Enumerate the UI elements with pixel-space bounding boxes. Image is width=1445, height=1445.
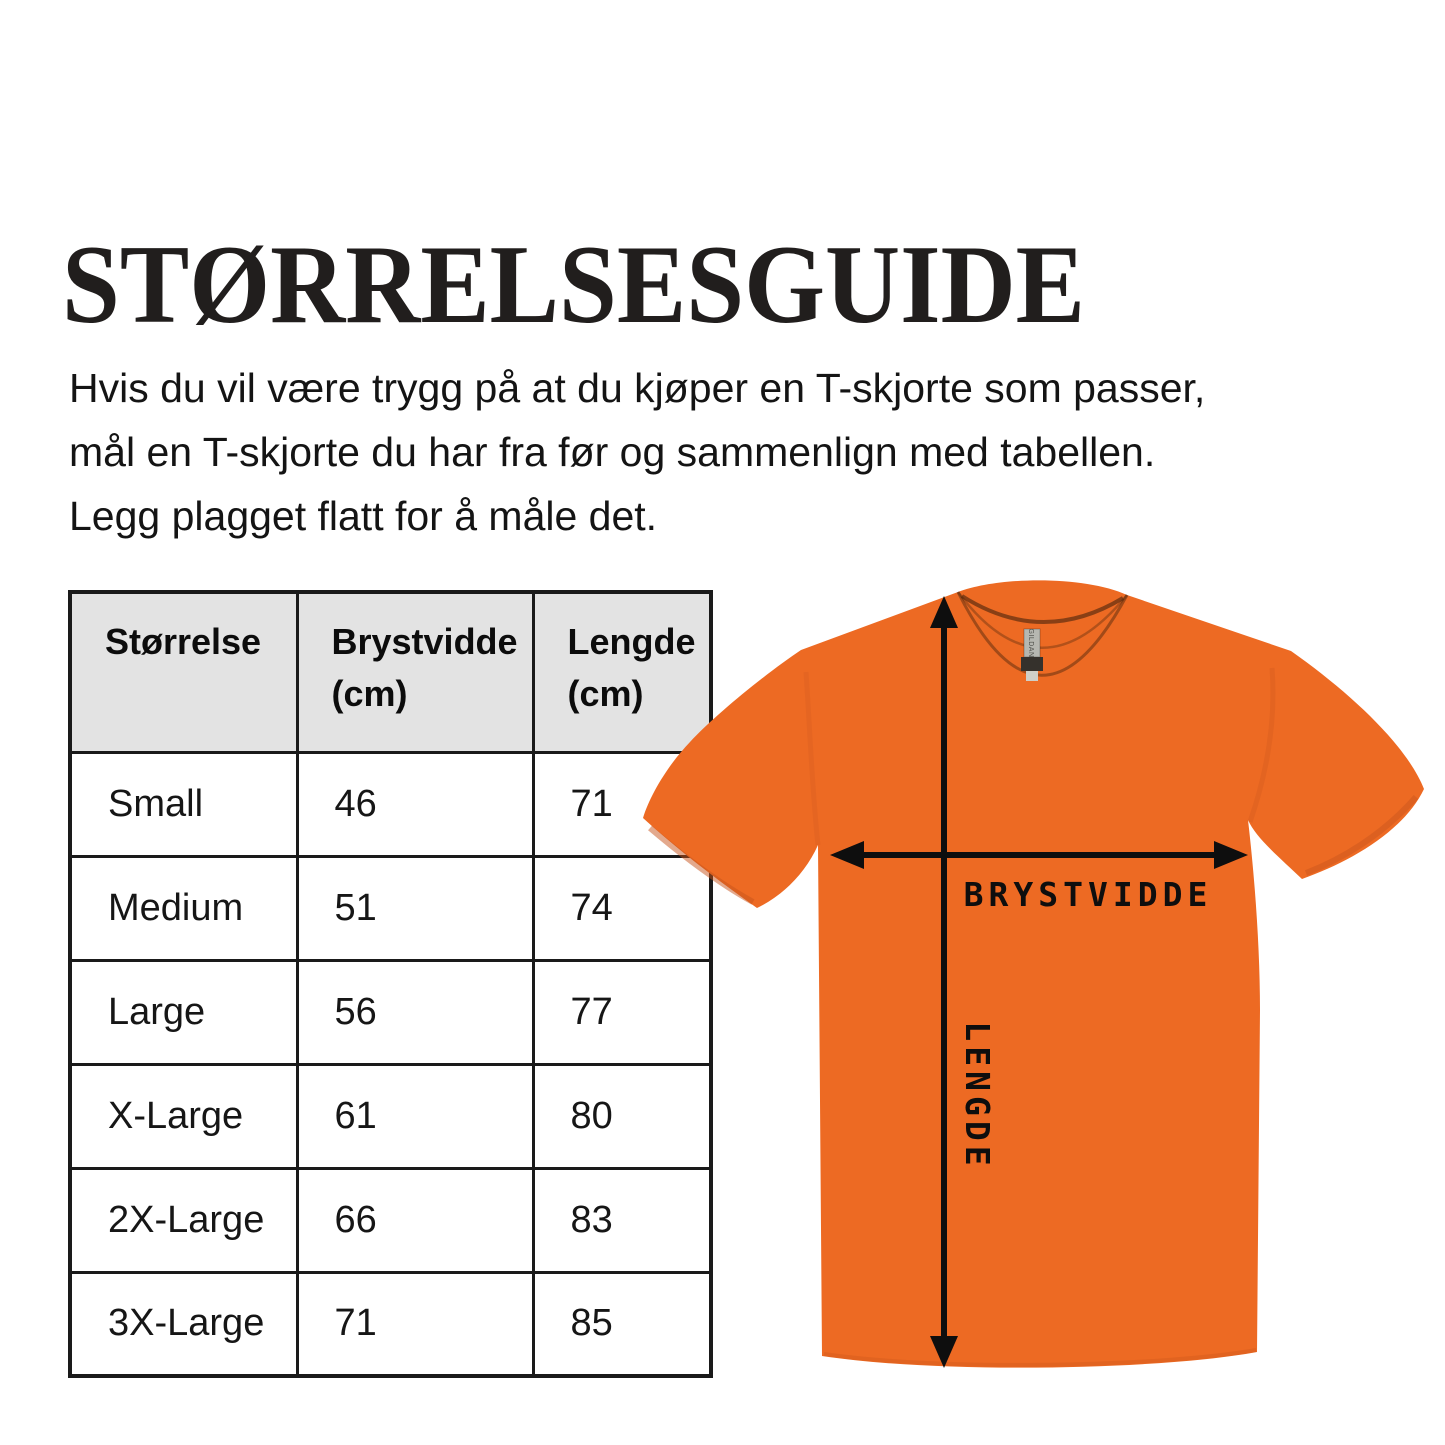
size-cell: 3X-Large [70, 1272, 297, 1376]
tshirt-shape [643, 580, 1424, 1367]
length-measure-label: LENGDE [958, 1021, 997, 1171]
size-cell: Small [70, 752, 297, 856]
tshirt-image [600, 540, 1445, 1445]
intro-text [69, 356, 1205, 548]
size-cell: X-Large [70, 1064, 297, 1168]
chest-cell: 51 [297, 856, 533, 960]
chest-cell: 71 [297, 1272, 533, 1376]
length-cell: 77 [533, 960, 711, 1064]
length-cell: 80 [533, 1064, 711, 1168]
chest-cell: 61 [297, 1064, 533, 1168]
length-cell: 85 [533, 1272, 711, 1376]
size-cell: Medium [70, 856, 297, 960]
brand-tag-label: GILDAN [1027, 628, 1034, 658]
chest-measure-label: BRYSTVIDDE [963, 875, 1213, 914]
page-title: STØRRELSESGUIDE [62, 222, 1086, 347]
chest-cell: 56 [297, 960, 533, 1064]
intro-line-2: mål en T-skjorte du har fra før og sammenlign med tabellen. [69, 429, 1156, 475]
intro-line-3: Legg plagget flatt for å måle det. [69, 493, 658, 539]
chest-cell: 66 [297, 1168, 533, 1272]
intro-line-1: Hvis du vil være trygg på at du kjøper en T-skjorte som passer, [69, 365, 1206, 411]
size-cell: 2X-Large [70, 1168, 297, 1272]
col-header-chest: Brystvidde (cm) [297, 592, 533, 752]
length-cell: 83 [533, 1168, 711, 1272]
length-cell: 74 [533, 856, 711, 960]
length-cell: 71 [533, 752, 711, 856]
size-cell: Large [70, 960, 297, 1064]
chest-cell: 46 [297, 752, 533, 856]
col-header-size: Størrelse [70, 592, 297, 752]
col-header-length: Lengde (cm) [533, 592, 711, 752]
